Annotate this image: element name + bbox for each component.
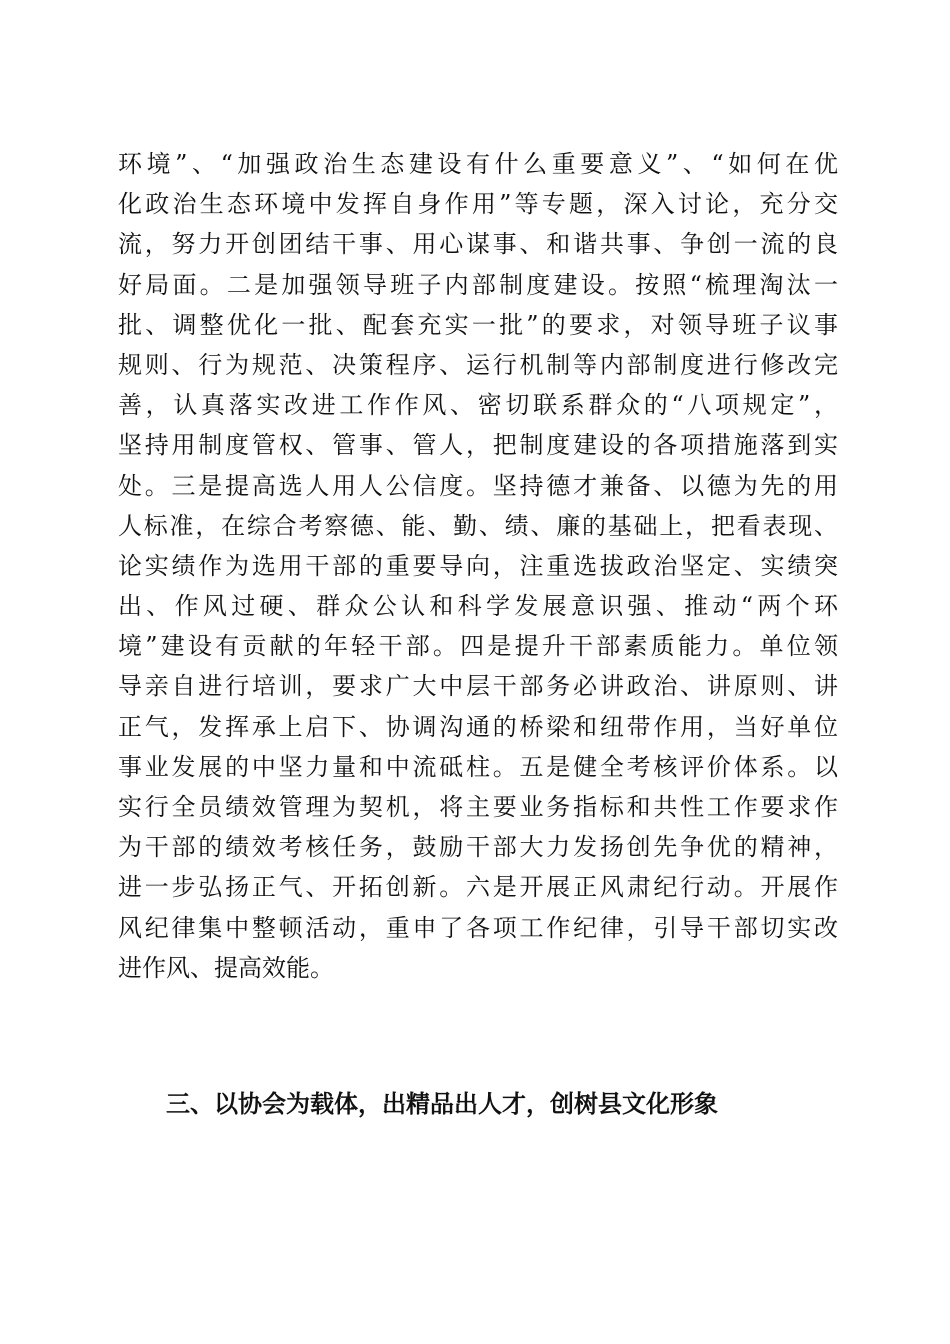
paragraph-line: 风纪律集中整顿活动，重申了各项工作纪律，引导干部切实改	[118, 913, 838, 942]
paragraph-line: 批、调整优化一批、配套充实一批”的要求，对领导班子议事	[118, 310, 838, 339]
paragraph-line: 好局面。二是加强领导班子内部制度建设。按照“梳理淘汰一	[118, 270, 838, 299]
paragraph-line: 处。三是提高选人用人公信度。坚持德才兼备、以德为先的用	[118, 471, 838, 500]
paragraph-line: 化政治生态环境中发挥自身作用”等专题，深入讨论，充分交	[118, 190, 838, 219]
paragraph-line: 人标准，在综合考察德、能、勤、绩、廉的基础上，把看表现、	[118, 511, 838, 540]
paragraph-line: 规则、行为规范、决策程序、运行机制等内部制度进行修改完	[118, 350, 838, 379]
body-paragraph	[118, 144, 838, 988]
paragraph-line: 论实绩作为选用干部的重要导向，注重选拔政治坚定、实绩突	[118, 551, 838, 580]
paragraph-line: 环境”、“加强政治生态建设有什么重要意义”、“如何在优	[118, 150, 838, 178]
paragraph-line: 流，努力开创团结干事、用心谋事、和谐共事、争创一流的良	[118, 230, 838, 259]
paragraph-line: 进作风、提高效能。	[118, 953, 334, 982]
paragraph-line: 为干部的绩效考核任务，鼓励干部大力发扬创先争优的精神，	[118, 833, 838, 862]
paragraph-line: 境”建设有贡献的年轻干部。四是提升干部素质能力。单位领	[118, 632, 838, 661]
paragraph-line: 实行全员绩效管理为契机，将主要业务指标和共性工作要求作	[118, 793, 838, 821]
section-heading: 三、以协会为载体，出精品出人才，创树县文化形象	[166, 1090, 718, 1118]
paragraph-line: 导亲自进行培训，要求广大中层干部务必讲政治、讲原则、讲	[118, 672, 838, 701]
paragraph-line: 事业发展的中坚力量和中流砥柱。五是健全考核评价体系。以	[118, 752, 838, 781]
paragraph-line: 坚持用制度管权、管事、管人，把制度建设的各项措施落到实	[118, 431, 838, 460]
paragraph-line: 正气，发挥承上启下、协调沟通的桥梁和纽带作用，当好单位	[118, 712, 838, 741]
paragraph-line: 善，认真落实改进工作作风、密切联系群众的“八项规定”，	[118, 391, 838, 420]
paragraph-line: 出、作风过硬、群众公认和科学发展意识强、推动“两个环	[118, 592, 838, 621]
paragraph-line: 进一步弘扬正气、开拓创新。六是开展正风肃纪行动。开展作	[118, 873, 838, 902]
